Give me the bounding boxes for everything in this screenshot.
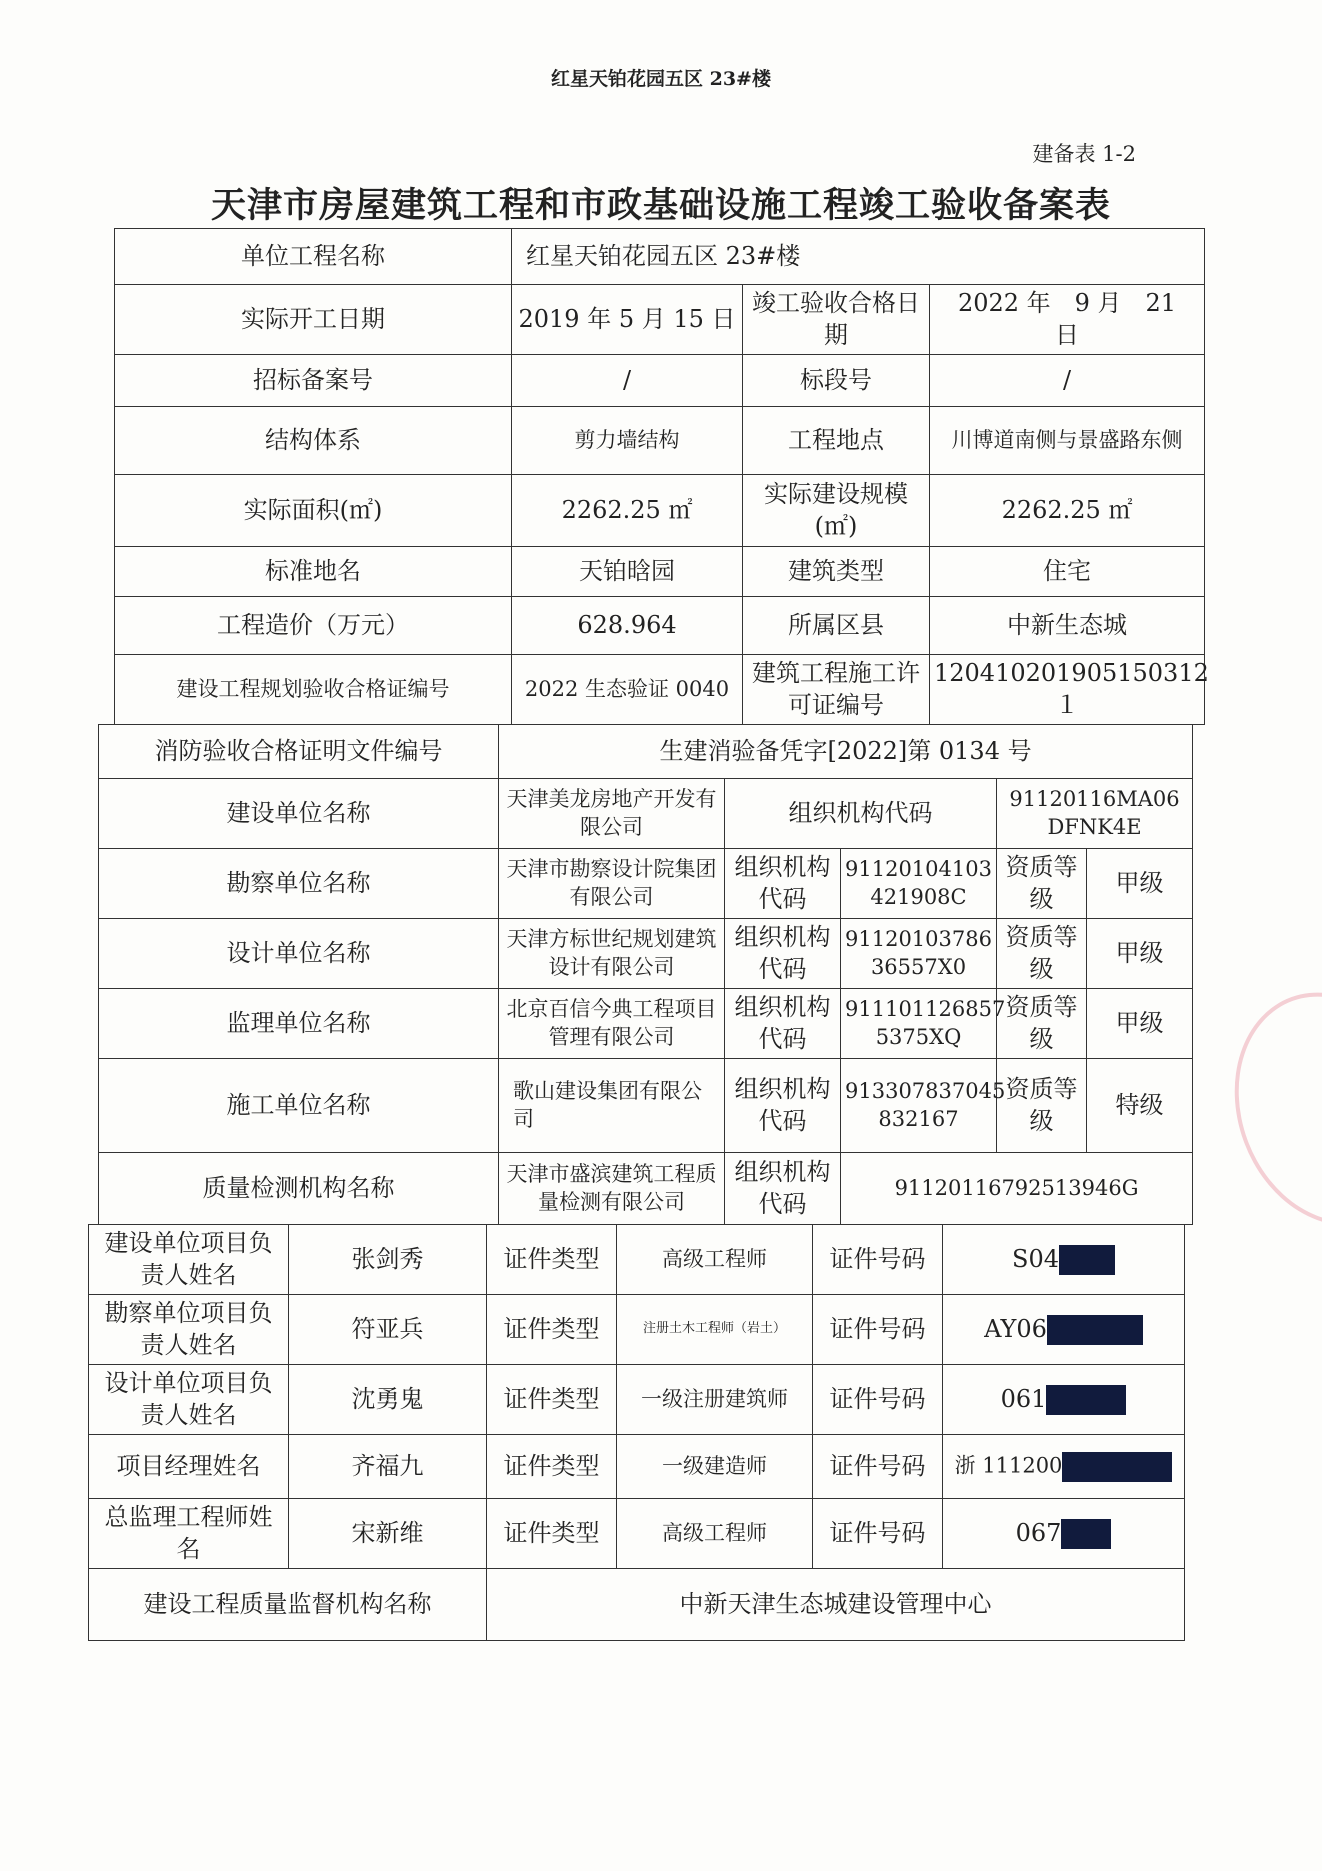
value-construction-code: 913307837045 832167	[841, 1059, 997, 1153]
label-scale: 实际建设规模(㎡)	[743, 475, 930, 547]
value-area: 2262.25 ㎡	[512, 475, 743, 547]
cert-no-visible: 浙 111200	[954, 1453, 1063, 1477]
row-planning	[115, 655, 1205, 725]
value-structure: 剪力墙结构	[512, 407, 743, 475]
label-construction-unit: 施工单位名称	[99, 1059, 499, 1153]
value-design-unit: 天津方标世纪规划建筑设计有限公司	[499, 919, 725, 989]
value-survey-leader: 符亚兵	[289, 1295, 487, 1365]
cert-no-visible: AY06	[984, 1314, 1047, 1343]
label-inspection-code: 组织机构代码	[725, 1153, 841, 1225]
value-project-manager: 齐福九	[289, 1435, 487, 1499]
value-cert-type: 一级建造师	[617, 1435, 813, 1499]
value-supervision-code: 911101126857 5375XQ	[841, 989, 997, 1059]
redaction-block	[1059, 1245, 1115, 1275]
value-cert-type: 高级工程师	[617, 1225, 813, 1295]
label-cert-no: 证件号码	[813, 1435, 943, 1499]
row-inspection	[99, 1153, 1193, 1225]
row-cost	[115, 597, 1205, 655]
value-cert-no	[943, 1295, 1185, 1365]
label-start-date: 实际开工日期	[115, 285, 512, 355]
value-design-leader: 沈勇鬼	[289, 1365, 487, 1435]
person-row	[89, 1225, 1185, 1295]
label-chief-supervisor: 总监理工程师姓名	[89, 1499, 289, 1569]
value-supervision-unit: 北京百信今典工程项目管理有限公司	[499, 989, 725, 1059]
label-survey-leader: 勘察单位项目负责人姓名	[89, 1295, 289, 1365]
value-bid-record: /	[512, 355, 743, 407]
label-design-leader: 设计单位项目负责人姓名	[89, 1365, 289, 1435]
label-completion-date: 竣工验收合格日期	[743, 285, 930, 355]
row-unit-design	[99, 919, 1193, 989]
person-row	[89, 1295, 1185, 1365]
label-cert-type: 证件类型	[487, 1499, 617, 1569]
row-place-name	[115, 547, 1205, 597]
value-survey-grade: 甲级	[1087, 849, 1193, 919]
label-area: 实际面积(㎡)	[115, 475, 512, 547]
value-construction-grade: 特级	[1087, 1059, 1193, 1153]
value-construction-unit: 歌山建设集团有限公司	[499, 1059, 725, 1153]
value-supervision-grade: 甲级	[1087, 989, 1193, 1059]
label-project-manager: 项目经理姓名	[89, 1435, 289, 1499]
label-cost: 工程造价（万元）	[115, 597, 512, 655]
value-cert-type: 一级注册建筑师	[617, 1365, 813, 1435]
value-cost: 628.964	[512, 597, 743, 655]
label-cert-no: 证件号码	[813, 1295, 943, 1365]
redaction-block	[1047, 1315, 1143, 1345]
label-survey-grade: 资质等级	[997, 849, 1087, 919]
row-structure	[115, 407, 1205, 475]
value-builder-leader: 张剑秀	[289, 1225, 487, 1295]
value-completion-date: 2022 年 9 月 21 日	[930, 285, 1205, 355]
value-cert-no	[943, 1365, 1185, 1435]
label-supervision-grade: 资质等级	[997, 989, 1087, 1059]
label-location: 工程地点	[743, 407, 930, 475]
value-chief-supervisor: 宋新维	[289, 1499, 487, 1569]
row-unit-survey	[99, 849, 1193, 919]
form-number: 建备表 1-2	[1032, 142, 1136, 166]
value-start-date: 2019 年 5 月 15 日	[512, 285, 743, 355]
page-title: 天津市房屋建筑工程和市政基础设施工程竣工验收备案表	[210, 186, 1111, 226]
label-survey-code: 组织机构代码	[725, 849, 841, 919]
row-start-date	[115, 285, 1205, 355]
record-table-top	[114, 228, 1209, 725]
person-row	[89, 1499, 1185, 1569]
official-seal-mark	[1203, 965, 1322, 1253]
value-inspection-code: 91120116792513946G	[841, 1153, 1193, 1225]
value-design-code: 9112010378636557X0	[841, 919, 997, 989]
person-row	[89, 1435, 1185, 1499]
label-building-type: 建筑类型	[743, 547, 930, 597]
cert-no-visible: 061	[1000, 1384, 1047, 1413]
value-place-name: 天铂晗园	[512, 547, 743, 597]
row-unit-project	[115, 229, 1205, 285]
redaction-block	[1061, 1519, 1111, 1549]
label-supervision-org: 建设工程质量监督机构名称	[89, 1569, 487, 1641]
row-fire	[99, 725, 1193, 779]
label-cert-type: 证件类型	[487, 1225, 617, 1295]
value-builder: 天津美龙房地产开发有限公司	[499, 779, 725, 849]
label-cert-type: 证件类型	[487, 1295, 617, 1365]
value-location: 川博道南侧与景盛路东侧	[930, 407, 1205, 475]
label-builder: 建设单位名称	[99, 779, 499, 849]
label-planning-cert: 建设工程规划验收合格证编号	[115, 655, 512, 725]
value-builder-code: 91120116MA06DFNK4E	[997, 779, 1193, 849]
value-cert-no	[943, 1435, 1185, 1499]
label-design-grade: 资质等级	[997, 919, 1087, 989]
label-construction-grade: 资质等级	[997, 1059, 1087, 1153]
label-cert-type: 证件类型	[487, 1435, 617, 1499]
label-design-unit: 设计单位名称	[99, 919, 499, 989]
label-place-name: 标准地名	[115, 547, 512, 597]
label-supervision-code: 组织机构代码	[725, 989, 841, 1059]
row-supervision-org	[89, 1569, 1185, 1641]
value-construction-permit: 120410201905150312１	[930, 655, 1205, 725]
value-cert-no	[943, 1499, 1185, 1569]
value-planning-cert: 2022 生态验证 0040	[512, 655, 743, 725]
label-construction-code: 组织机构代码	[725, 1059, 841, 1153]
value-cert-type: 高级工程师	[617, 1499, 813, 1569]
row-area	[115, 475, 1205, 547]
label-section-no: 标段号	[743, 355, 930, 407]
redaction-block	[1062, 1452, 1172, 1482]
value-cert-type: 注册土木工程师（岩土）	[617, 1295, 813, 1365]
label-builder-code: 组织机构代码	[725, 779, 997, 849]
label-structure: 结构体系	[115, 407, 512, 475]
value-supervision-org: 中新天津生态城建设管理中心	[487, 1569, 1185, 1641]
cert-no-visible: S04	[1012, 1244, 1059, 1273]
label-fire-cert: 消防验收合格证明文件编号	[99, 725, 499, 779]
row-builder	[99, 779, 1193, 849]
row-unit-supervision	[99, 989, 1193, 1059]
label-cert-type: 证件类型	[487, 1365, 617, 1435]
value-section-no: /	[930, 355, 1205, 407]
value-survey-unit: 天津市勘察设计院集团有限公司	[499, 849, 725, 919]
value-survey-code: 91120104103421908C	[841, 849, 997, 919]
label-cert-no: 证件号码	[813, 1365, 943, 1435]
label-bid-record: 招标备案号	[115, 355, 512, 407]
row-unit-construction	[99, 1059, 1193, 1153]
label-survey-unit: 勘察单位名称	[99, 849, 499, 919]
page-header: 红星天铂花园五区 23#楼	[551, 68, 771, 90]
record-table-persons	[88, 1224, 1185, 1641]
value-cert-no	[943, 1225, 1185, 1295]
value-inspection: 天津市盛滨建筑工程质量检测有限公司	[499, 1153, 725, 1225]
cert-no-visible: 067	[1015, 1518, 1062, 1547]
redaction-block	[1046, 1385, 1126, 1415]
value-design-grade: 甲级	[1087, 919, 1193, 989]
label-cert-no: 证件号码	[813, 1499, 943, 1569]
value-scale: 2262.25 ㎡	[930, 475, 1205, 547]
value-fire-cert: 生建消验备凭字[2022]第 0134 号	[499, 725, 1193, 779]
label-unit-project: 单位工程名称	[115, 229, 512, 285]
label-inspection: 质量检测机构名称	[99, 1153, 499, 1225]
value-building-type: 住宅	[930, 547, 1205, 597]
row-bid-record	[115, 355, 1205, 407]
label-construction-permit: 建筑工程施工许可证编号	[743, 655, 930, 725]
label-builder-leader: 建设单位项目负责人姓名	[89, 1225, 289, 1295]
label-design-code: 组织机构代码	[725, 919, 841, 989]
label-supervision-unit: 监理单位名称	[99, 989, 499, 1059]
value-unit-project: 红星天铂花园五区 23#楼	[512, 229, 1205, 285]
label-cert-no: 证件号码	[813, 1225, 943, 1295]
label-district: 所属区县	[743, 597, 930, 655]
value-district: 中新生态城	[930, 597, 1205, 655]
record-table-units	[98, 724, 1193, 1225]
person-row	[89, 1365, 1185, 1435]
